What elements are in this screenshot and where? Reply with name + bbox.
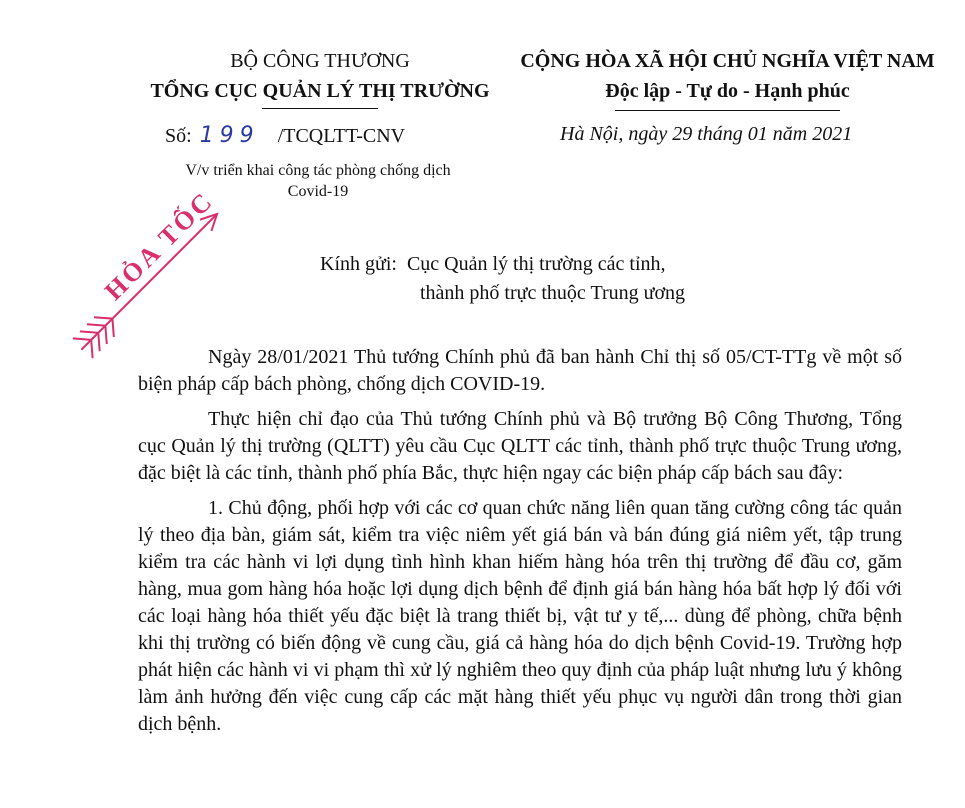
paragraph-item-1: 1. Chủ động, phối hợp với các cơ quan chức năng liên quan tăng cường công tác quản lý theo địa bàn, giám sát, kiểm tra việc niêm yết giá bán và bán đúng giá niêm yết, tập trung kiểm tra các hành vi lợi dụng tình hình khan hiếm hàng hóa trên thị trường để đầu cơ, găm hàng, mua gom hàng hóa hoặc lợi dụng dịch bệnh để định giá bán hàng hóa bất hợp lý đối với các loại hàng hóa thiết yếu đặc biệt là trang thiết bị, vật tư y tế,... dùng để phòng, chữa bệnh khi thị trường có biến động về cung cầu, giá cả hàng hóa do dịch bệnh Covid-19. Trường hợp phát hiện các hành vi vi phạm thì xử lý nghiêm theo quy định của pháp luật nhưng lưu ý không làm ảnh hưởng đến việc cung cấp các mặt hàng thiết yếu phục vụ người dân trong thời gian dịch bệnh. xyxy=(138,497,902,735)
national-header-block xyxy=(505,46,950,106)
agency-underline xyxy=(262,108,378,109)
stamp-text: HỎA TỐC xyxy=(98,185,220,306)
ministry-name: BỘ CÔNG THƯƠNG xyxy=(230,50,410,72)
document-number xyxy=(165,123,405,148)
motto-underline xyxy=(615,110,840,111)
recipient-line-1: Cục Quản lý thị trường các tỉnh, xyxy=(406,253,666,275)
document-number-prefix: Số: xyxy=(165,125,192,147)
recipient-block xyxy=(320,250,685,308)
paragraph-directive: Thực hiện chỉ đạo của Thủ tướng Chính phủ và Bộ trưởng Bộ Công Thương, Tổng cục Quản lý thị trường (QLTT) yêu cầu Cục QLTT các tỉnh, thành phố trực thuộc Trung ương, đặc biệt là các tỉnh, thành phố phía Bắc, thực hiện ngay các biện pháp cấp bách sau đây: xyxy=(138,408,902,484)
subject-line-1: V/v triển khai công tác phòng chống dịch xyxy=(185,162,451,179)
date-line: Hà Nội, ngày 29 tháng 01 năm 2021 xyxy=(560,123,853,145)
country-name: CỘNG HÒA XÃ HỘI CHỦ NGHĨA VIỆT NAM xyxy=(520,50,935,72)
issuing-agency-block xyxy=(105,46,535,106)
document-body xyxy=(138,344,902,746)
recipient-line-2: thành phố trực thuộc Trung ương xyxy=(420,282,686,304)
document-number-handwritten: 199 xyxy=(199,123,260,148)
document-number-suffix: /TCQLTT-CNV xyxy=(277,125,406,147)
paragraph-intro: Ngày 28/01/2021 Thủ tướng Chính phủ đã ban hành Chỉ thị số 05/CT-TTg về một số biện pháp cấp bách phòng, chống dịch COVID-19. xyxy=(138,346,902,395)
subject-line-2: Covid-19 xyxy=(287,183,349,200)
department-name: TỔNG CỤC QUẢN LÝ THỊ TRƯỜNG xyxy=(150,80,490,102)
recipient-label: Kính gửi: xyxy=(320,253,397,275)
national-motto: Độc lập - Tự do - Hạnh phúc xyxy=(605,80,850,102)
